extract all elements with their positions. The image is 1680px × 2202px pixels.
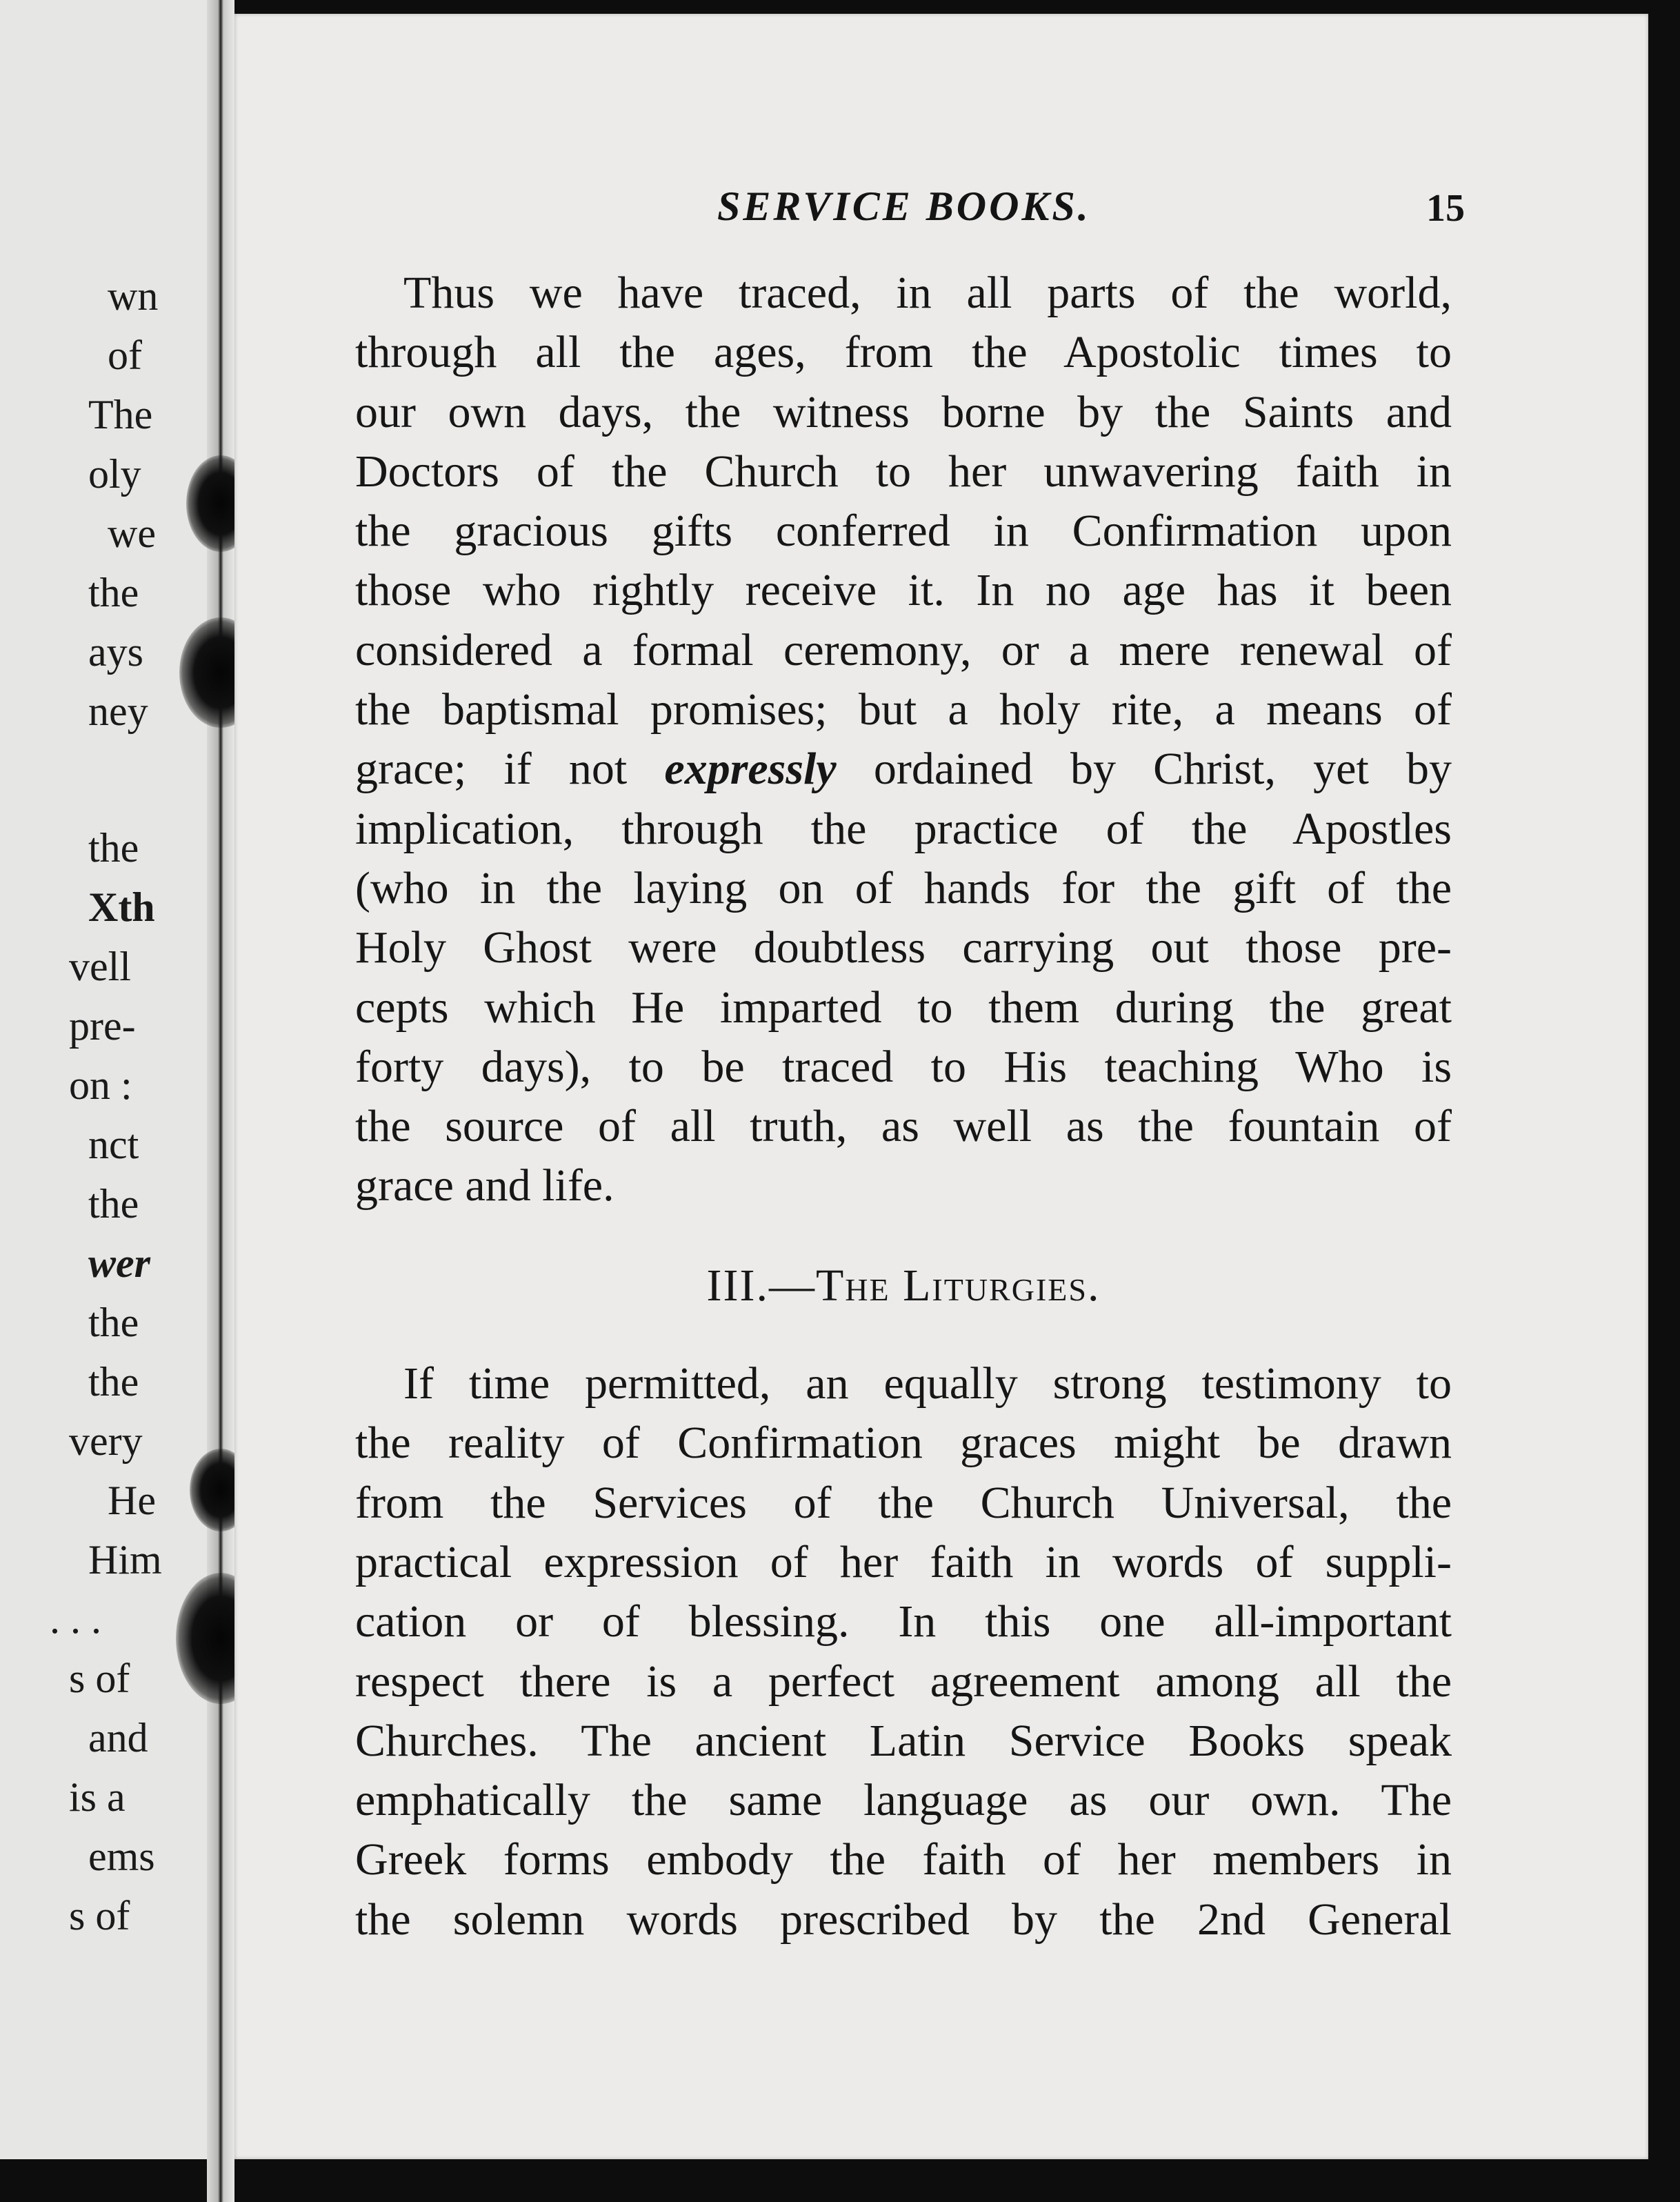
- text-line: Holy Ghost were doubtless carrying out those pre-: [355, 922, 1452, 973]
- text-line: the baptismal promises; but a holy rite, a means of: [355, 684, 1452, 735]
- text-line: respect there is a perfect agreement among all the: [355, 1656, 1452, 1707]
- left-page-fragment: . . .: [50, 1596, 101, 1642]
- text-line: (who in the laying on of hands for the gift of the: [355, 862, 1452, 913]
- section-heading: [355, 1256, 1452, 1316]
- left-page-margin: wn of The oly we the ays ney the Xth vell pre- on : nct the wer the the very He Him . . . s of and is a ems s of: [0, 0, 207, 2159]
- text-line: the gracious gifts conferred in Confirmation upon: [355, 506, 1452, 557]
- page-number: 15: [1426, 187, 1465, 230]
- left-page-fragment: is a: [69, 1774, 126, 1820]
- text-line: Doctors of the Church to her unwavering faith in: [355, 446, 1452, 497]
- text-line: Greek forms embody the faith of her members in: [355, 1834, 1452, 1885]
- text-line: through all the ages, from the Apostolic times to: [355, 327, 1452, 378]
- left-page-fragment: on :: [69, 1062, 132, 1108]
- left-page-fragment: s of: [69, 1656, 130, 1701]
- left-page-fragment: pre-: [69, 1003, 136, 1049]
- left-page-fragment: s of: [69, 1893, 130, 1938]
- text-line: grace and life.: [355, 1160, 614, 1211]
- text-line-with-emphasis: [355, 740, 1452, 799]
- text-line: If time permitted, an equally strong testimony to: [403, 1358, 1452, 1409]
- text-line: implication, through the practice of the Apostles: [355, 803, 1452, 854]
- body-text: [355, 264, 1452, 1950]
- text-line: practical expression of her faith in words of suppli-: [355, 1536, 1452, 1587]
- emphasis-expressly: expressly: [664, 744, 837, 795]
- section-numeral: III.—: [706, 1260, 816, 1311]
- text-line: from the Services of the Church Universal, the: [355, 1477, 1452, 1528]
- text-line: the solemn words prescribed by the 2nd General: [355, 1894, 1452, 1945]
- text-line: cation or of blessing. In this one all-important: [355, 1596, 1452, 1647]
- text-run: ordained by Christ, yet by: [873, 744, 1452, 795]
- left-page-fragment: very: [69, 1418, 143, 1464]
- text-line: the reality of Confirmation graces might be drawn: [355, 1418, 1452, 1469]
- right-page: [234, 14, 1648, 2159]
- left-page-fragment: vell: [69, 944, 131, 989]
- text-line: emphatically the same language as our own. The: [355, 1775, 1452, 1826]
- running-head: SERVICE BOOKS.: [717, 184, 1091, 229]
- text-line: forty days), to be traced to His teaching Who is: [355, 1041, 1452, 1092]
- text-line: our own days, the witness borne by the Saints and: [355, 386, 1452, 437]
- text-line: the source of all truth, as well as the fountain of: [355, 1101, 1452, 1152]
- text-run: grace; if not: [355, 744, 628, 795]
- book-gutter: [207, 0, 234, 2202]
- text-line: Thus we have traced, in all parts of the world,: [403, 268, 1452, 318]
- text-line: Churches. The ancient Latin Service Books speak: [355, 1715, 1452, 1766]
- text-line: those who rightly receive it. In no age has it been: [355, 565, 1452, 616]
- text-line: cepts which He imparted to them during the great: [355, 982, 1452, 1033]
- section-title: The Liturgies.: [815, 1260, 1101, 1311]
- text-line: considered a formal ceremony, or a mere renewal of: [355, 624, 1452, 675]
